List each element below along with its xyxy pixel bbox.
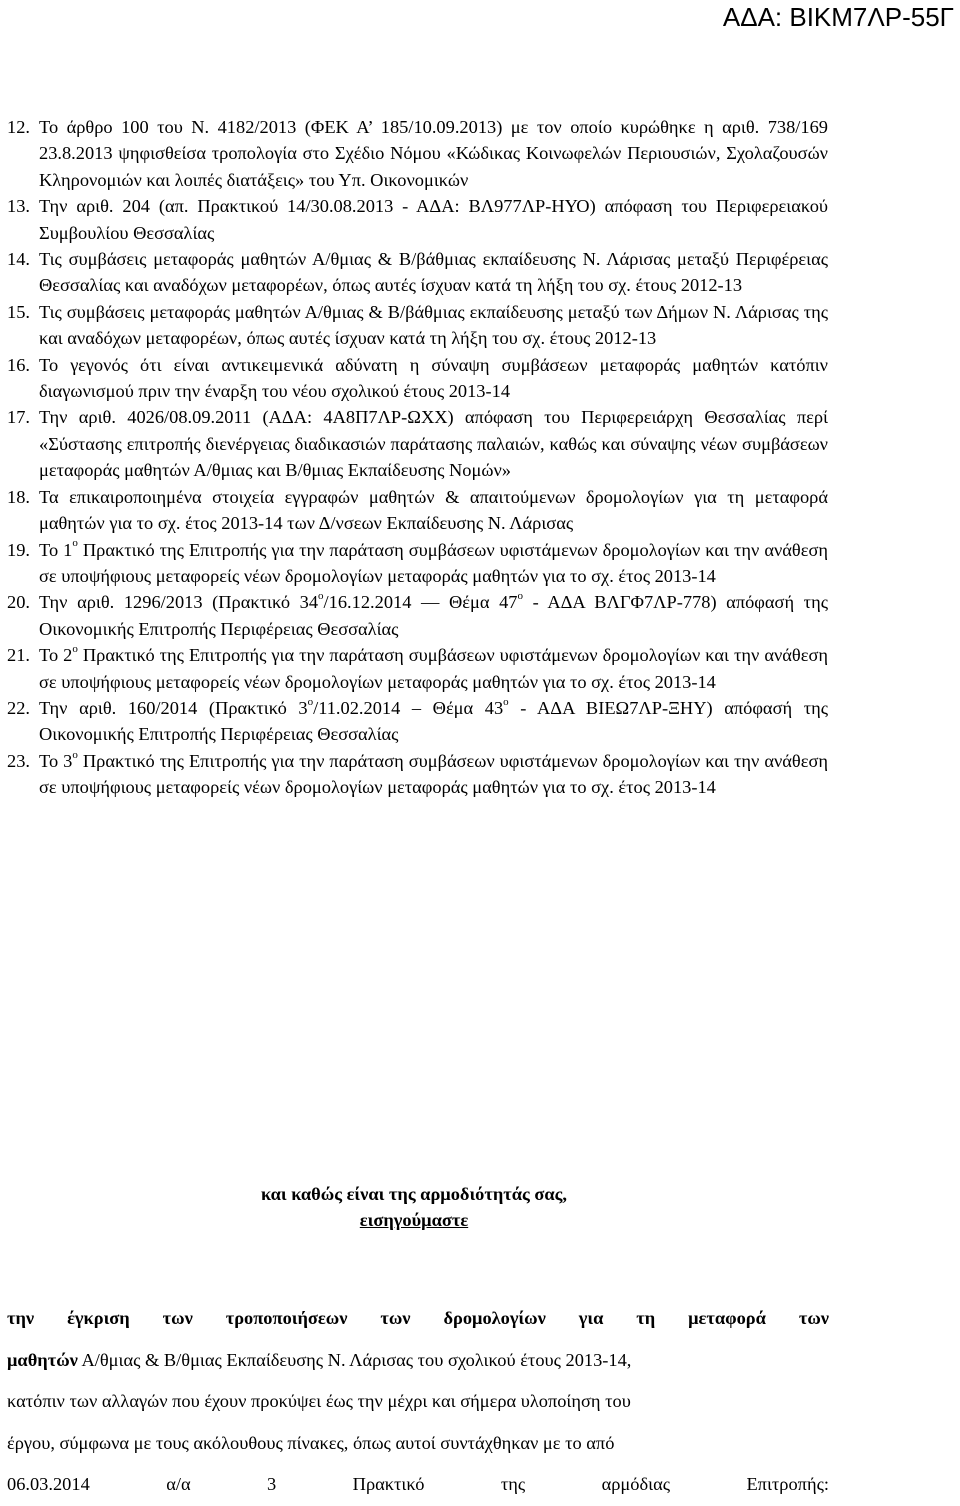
item-text-part-2: /11.02.2014 – Θέμα 43 — [313, 697, 504, 718]
item-text — [39, 537, 828, 590]
item-text-part-1: Την αριθ. 1296/2013 (Πρακτικό 34 — [39, 592, 319, 613]
item-number: 23. — [7, 750, 30, 771]
proposal-line-5 — [7, 1464, 829, 1506]
item-number: 21. — [7, 645, 30, 666]
item-number: 17. — [7, 407, 30, 428]
item-text: Τις συμβάσεις μεταφοράς μαθητών Α/θμιας & Β/βάθμιας εκπαίδευσης Ν. Λάρισας μεταξύ Περιφέρειας Θεσσαλίας και αναδόχων μεταφορέων, όπως αυτές ίσχυαν κατά τη λήξη του σχ. έτους 2012-13 — [39, 249, 828, 296]
word: των — [798, 1308, 829, 1328]
proposal-line-1 — [7, 1298, 829, 1340]
item-number: 16. — [7, 354, 30, 375]
line-rest: Α/θμιας & Β/θμιας Εκπαίδευσης Ν. Λάρισας του σχολικού έτους 2013-14, — [77, 1349, 632, 1370]
ordinal-superscript: ο — [503, 695, 509, 708]
word: για — [578, 1308, 604, 1328]
list-item — [0, 246, 960, 299]
item-text-start: Το 3 — [39, 750, 73, 771]
list-item — [0, 537, 960, 590]
item-number: 18. — [7, 486, 30, 507]
item-text-start: Το 1 — [39, 539, 73, 560]
list-item — [0, 193, 960, 246]
closing-statement: και καθώς είναι της αρμοδιότητάς σας, — [260, 1184, 567, 1204]
proposal-line-2-text — [7, 1340, 631, 1382]
item-text: Τα επικαιροποιημένα στοιχεία εγγραφών μαθητών & απαιτούμενων δρομολογίων για τη μεταφορά μαθητών για το σχ. έτος 2013-14 των Δ/νσεων Εκπαίδευσης Ν. Λάρισας — [39, 486, 828, 534]
ordinal-superscript: ο — [72, 537, 78, 550]
line-text: κατόπιν των αλλαγών που έχουν προκύψει έως την μέχρι και σήμερα υλοποίηση του — [7, 1391, 631, 1411]
ordinal-superscript: ο — [72, 748, 78, 761]
item-text: Την αριθ. 4026/08.09.2011 (ΑΔΑ: 4Α8Π7ΛΡ-ΩΧΧ) απόφαση του Περιφερειάρχη Θεσσαλίας περί «Σύστασης επιτροπής διενέργειας διαδικασιών παράτασης παλαιών, καθώς και σύναψης νέων συμβάσεων μεταφοράς μαθητών Α/θμιας και Β/θμιας Εκπαίδευσης Νομών» — [39, 407, 828, 481]
item-text-start: Το 2 — [39, 645, 73, 666]
considerations-list — [0, 114, 960, 801]
item-text-part-3: - ΑΔΑ ΒΛΓΦ7ΛΡ-778) απόφασή της Οικονομικής Επιτροπής Περιφέρειας Θεσσαλίας — [39, 592, 828, 639]
item-text-end: Πρακτικό της Επιτροπής για την παράταση συμβάσεων υφιστάμενων δρομολογίων και την ανάθεση σε υποψήφιους μεταφορείς νέων δρομολογίων μεταφοράς μαθητών για το σχ. έτος 2013-14 — [39, 645, 828, 692]
word: τη — [636, 1308, 656, 1328]
item-text-part-2: /16.12.2014 — Θέμα 47 — [323, 592, 518, 613]
word: α/α — [166, 1474, 191, 1494]
list-item — [0, 352, 960, 405]
list-item — [0, 748, 960, 801]
list-item — [0, 114, 960, 193]
item-text — [39, 642, 828, 695]
word: δρομολογίων — [443, 1308, 546, 1328]
item-text-part-3: - ΑΔΑ ΒΙΕΩ7ΛΡ-ΞΗΥ) απόφασή της Οικονομικής Επιτροπής Περιφέρειας Θεσσαλίας — [39, 697, 828, 745]
ada-header: ΑΔΑ: ΒΙΚΜ7ΛΡ-55Γ — [722, 2, 954, 32]
proposal-paragraph — [7, 1298, 829, 1506]
word: την — [7, 1308, 35, 1328]
item-text-end: Πρακτικό της Επιτροπής για την παράταση συμβάσεων υφιστάμενων δρομολογίων και την ανάθεση σε υποψήφιους μεταφορείς νέων δρομολογίων μεταφοράς μαθητών για το σχ. έτος 2013-14 — [39, 539, 828, 586]
word: αρμόδιας — [601, 1474, 671, 1494]
ordinal-superscript: ο — [517, 590, 523, 603]
word: των — [162, 1308, 193, 1328]
item-number: 13. — [7, 196, 30, 217]
ordinal-superscript: ο — [72, 643, 78, 655]
item-number: 15. — [7, 301, 30, 322]
word: της — [500, 1474, 526, 1494]
ordinal-superscript: ο — [318, 590, 324, 603]
item-number: 19. — [7, 539, 30, 560]
ordinal-superscript: ο — [307, 695, 314, 708]
list-item — [0, 589, 960, 642]
list-item — [0, 642, 960, 695]
item-text-part-1: Την αριθ. 160/2014 (Πρακτικό 3 — [39, 697, 308, 718]
proposal-line-4 — [7, 1423, 829, 1465]
word: των — [380, 1308, 411, 1328]
word: έγκριση — [67, 1308, 130, 1328]
item-text — [39, 748, 828, 801]
item-number: 22. — [7, 697, 30, 718]
proposal-line-2 — [7, 1340, 829, 1382]
item-text: Τις συμβάσεις μεταφοράς μαθητών Α/θμιας & Β/βάθμιας εκπαίδευσης μεταξύ των Δήμων Ν. Λάρισας της και αναδόχων μεταφορέων, όπως αυτές ίσχυαν κατά τη λήξη του σχ. έτους 2012-13 — [39, 301, 828, 349]
word: 06.03.2014 — [7, 1474, 90, 1494]
item-text: Το γεγονός ότι είναι αντικειμενικά αδύνατη η σύναψη συμβάσεων μεταφοράς μαθητών κατόπιν διαγωνισμού πριν την έναρξη του νέου σχολικού έτους 2013-14 — [39, 354, 828, 402]
item-text: Την αριθ. 204 (απ. Πρακτικού 14/30.08.2013 - ΑΔΑ: ΒΛ977ΛΡ-ΗΥΟ) απόφαση του Περιφερειακού Συμβουλίου Θεσσαλίας — [39, 196, 828, 243]
bold-word: μαθητών — [7, 1349, 78, 1370]
item-text: Το άρθρο 100 του Ν. 4182/2013 (ΦΕΚ Α’ 185/10.09.2013) με τον οποίο κυρώθηκε η αριθ. 738/169 23.8.2013 ψηφισθείσα τροπολογία στο Σχέδιο Νόμου «Κώδικας Κοινωφελών Περιουσιών, Σχολαζουσών Κληρονομιών και λοιπές διατάξεις» του Υπ. Οικονομικών — [39, 117, 828, 190]
proposal-line-3 — [7, 1381, 829, 1423]
word: Επιτροπής: — [746, 1474, 829, 1494]
word: τροποποιήσεων — [225, 1308, 348, 1328]
item-text — [39, 589, 828, 642]
word: Πρακτικό — [352, 1474, 425, 1494]
item-number: 12. — [7, 117, 30, 137]
item-text — [39, 695, 828, 748]
line-text: έργου, σύμφωνα με τους ακόλουθους πίνακες, όπως αυτοί συντάχθηκαν με το από — [7, 1432, 615, 1453]
item-number: 14. — [7, 249, 30, 270]
list-item — [0, 404, 960, 483]
item-number: 20. — [7, 592, 30, 613]
list-item — [0, 695, 960, 748]
item-text-end: Πρακτικό της Επιτροπής για την παράταση συμβάσεων υφιστάμενων δρομολογίων και την ανάθεση σε υποψήφιους μεταφορείς νέων δρομολογίων μεταφοράς μαθητών για το σχ. έτος 2013-14 — [39, 750, 828, 798]
list-item — [0, 299, 960, 352]
word: μεταφορά — [688, 1308, 766, 1328]
recommendation-heading: εισηγούμαστε — [359, 1210, 469, 1230]
list-item — [0, 484, 960, 537]
word: 3 — [267, 1474, 277, 1494]
